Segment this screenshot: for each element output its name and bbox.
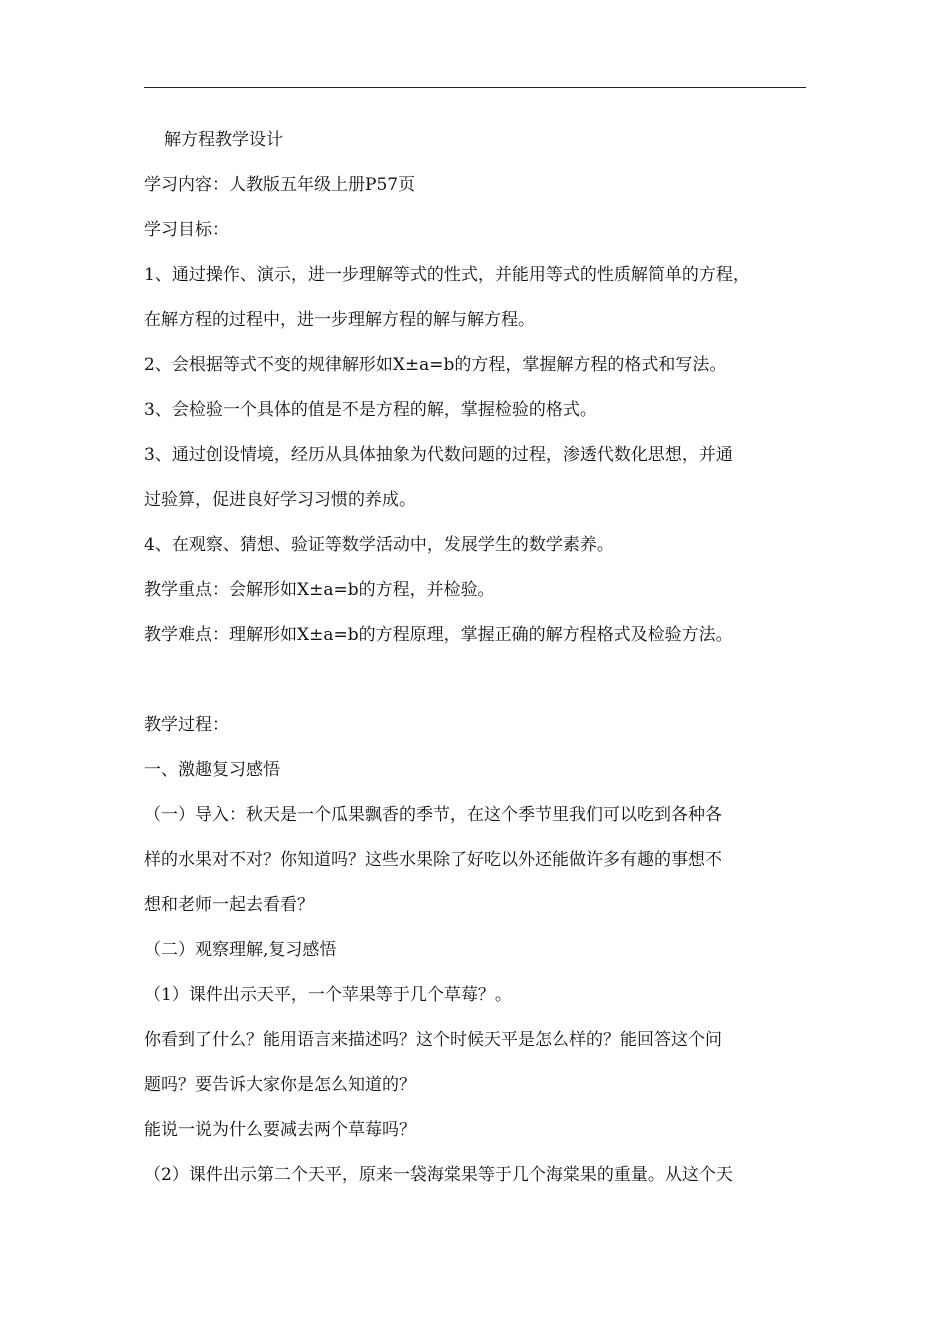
goal-4: 4、在观察、猜想、验证等数学活动中，发展学生的数学素养。 [144,535,614,555]
header-rule [144,87,806,88]
intro-line-2: 样的水果对不对？你知道吗？这些水果除了好吃以外还能做许多有趣的事想不 [144,850,722,870]
intro-line-1: （一）导入：秋天是一个瓜果飘香的季节，在这个季节里我们可以吃到各种各 [144,805,722,825]
goal-2: 2、会根据等式不变的规律解形如X±a=b的方程，掌握解方程的格式和写法。 [144,355,727,375]
goal-3b-line-1: 3、通过创设情境，经历从具体抽象为代数问题的过程，渗透代数化思想，并通 [144,445,733,465]
difficult-point: 教学难点：理解形如X±a=b的方程原理，掌握正确的解方程格式及检验方法。 [144,625,733,645]
blank-line [144,658,816,703]
item-1: （1）课件出示天平，一个苹果等于几个草莓？。 [144,985,512,1005]
item-2: （2）课件出示第二个天平，原来一袋海棠果等于几个海棠果的重量。从这个天 [144,1165,733,1185]
observe-heading: （二）观察理解,复习感悟 [144,940,337,960]
goal-3b-line-2: 过验算，促进良好学习习惯的养成。 [144,490,416,510]
process-heading: 教学过程： [144,715,229,735]
question-line-1: 你看到了什么？能用语言来描述吗？这个时候天平是怎么样的？能回答这个问 [144,1030,722,1050]
document-title: 解方程教学设计 [164,130,283,150]
goals-heading: 学习目标： [144,220,229,240]
goal-1-line-2: 在解方程的过程中，进一步理解方程的解与解方程。 [144,310,535,330]
intro-line-3: 想和老师一起去看看？ [144,895,314,915]
section-1-heading: 一、激趣复习感悟 [144,760,280,780]
question-line-2: 题吗？要告诉大家你是怎么知道的？ [144,1075,416,1095]
goal-1-line-1: 1、通过操作、演示，进一步理解等式的性式，并能用等式的性质解简单的方程， [144,265,750,285]
document-body [144,118,816,1198]
key-point: 教学重点：会解形如X±a=b的方程，并检验。 [144,580,495,600]
goal-3a: 3、会检验一个具体的值是不是方程的解，掌握检验的格式。 [144,400,597,420]
question-line-3: 能说一说为什么要减去两个草莓吗？ [144,1120,416,1140]
content-line: 学习内容：人教版五年级上册P57页 [144,175,416,195]
